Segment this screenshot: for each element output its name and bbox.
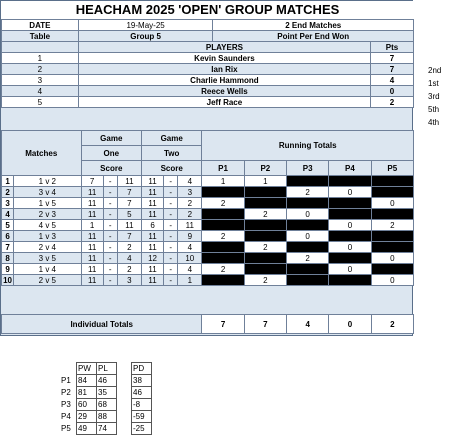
player-name[interactable]: Reece Wells bbox=[78, 86, 370, 97]
summary-pl[interactable]: 35 bbox=[97, 387, 117, 399]
match-row bbox=[2, 198, 414, 209]
game-two-score-b[interactable]: 10 bbox=[178, 253, 202, 264]
game-one-score-b[interactable]: 11 bbox=[117, 220, 141, 231]
match-number[interactable]: 7 bbox=[2, 242, 14, 253]
match-pairing[interactable]: 2 v 3 bbox=[14, 209, 81, 220]
game-two-score-b[interactable]: 2 bbox=[178, 209, 202, 220]
running-total-cell[interactable]: 2 bbox=[287, 187, 329, 198]
game-two-header-2[interactable]: Two bbox=[141, 146, 201, 161]
running-total-cell[interactable]: 2 bbox=[202, 231, 244, 242]
running-total-cell[interactable] bbox=[202, 253, 244, 264]
score-dash[interactable]: - bbox=[164, 231, 178, 242]
match-pairing[interactable]: 1 v 3 bbox=[14, 231, 81, 242]
running-total-cell[interactable] bbox=[371, 231, 413, 242]
running-total-cell[interactable] bbox=[287, 242, 329, 253]
score-dash[interactable]: - bbox=[103, 275, 117, 286]
date-value[interactable]: 19-May-25 bbox=[78, 20, 213, 31]
score-dash[interactable]: - bbox=[103, 176, 117, 187]
game-one-score-a[interactable]: 11 bbox=[81, 209, 103, 220]
game-two-score-a[interactable]: 11 bbox=[141, 264, 163, 275]
game-one-score-b[interactable]: 4 bbox=[117, 253, 141, 264]
table-label[interactable]: Table bbox=[2, 31, 79, 42]
running-total-cell[interactable] bbox=[202, 220, 244, 231]
score-dash[interactable]: - bbox=[164, 275, 178, 286]
summary-pl[interactable]: 74 bbox=[97, 423, 117, 435]
match-pairing[interactable]: 3 v 4 bbox=[14, 187, 81, 198]
summary-pd[interactable]: 46 bbox=[132, 387, 152, 399]
placings-column bbox=[428, 64, 441, 129]
summary-pl[interactable]: 88 bbox=[97, 411, 117, 423]
blank-cell[interactable] bbox=[2, 42, 79, 53]
sheet-title: HEACHAM 2025 'OPEN' GROUP MATCHES bbox=[1, 1, 414, 20]
running-total-cell[interactable] bbox=[244, 231, 286, 242]
match-row bbox=[2, 242, 414, 253]
running-total-cell[interactable]: 0 bbox=[329, 264, 371, 275]
summary-gap bbox=[117, 423, 132, 435]
running-total-cell[interactable] bbox=[202, 242, 244, 253]
running-total-cell[interactable]: 2 bbox=[244, 209, 286, 220]
pd-header[interactable]: PD bbox=[132, 363, 152, 375]
player-pts[interactable]: 7 bbox=[371, 64, 414, 75]
summary-gap bbox=[117, 411, 132, 423]
score-dash[interactable]: - bbox=[164, 209, 178, 220]
summary-player[interactable]: P2 bbox=[61, 388, 71, 397]
game-one-score-b[interactable]: 2 bbox=[117, 264, 141, 275]
total-cell[interactable]: 7 bbox=[202, 315, 244, 334]
game-one-score-a[interactable]: 11 bbox=[81, 231, 103, 242]
totals-table bbox=[1, 314, 414, 334]
placing-label[interactable]: 5th bbox=[428, 105, 440, 114]
score-dash[interactable]: - bbox=[103, 220, 117, 231]
match-row bbox=[2, 231, 414, 242]
running-total-cell[interactable] bbox=[244, 220, 286, 231]
player-num[interactable]: 2 bbox=[2, 64, 79, 75]
match-number[interactable]: 1 bbox=[2, 176, 14, 187]
pl-header[interactable]: PL bbox=[97, 363, 117, 375]
game-two-header[interactable]: Game bbox=[141, 131, 201, 146]
summary-pw[interactable]: 81 bbox=[77, 387, 97, 399]
running-total-cell[interactable] bbox=[329, 176, 371, 187]
running-total-cell[interactable] bbox=[329, 198, 371, 209]
match-pairing[interactable]: 1 v 2 bbox=[14, 176, 81, 187]
summary-gap bbox=[117, 375, 132, 387]
matches-header[interactable]: Matches bbox=[2, 131, 82, 176]
summary-gap bbox=[117, 399, 132, 411]
game-one-header-2[interactable]: One bbox=[81, 146, 141, 161]
total-cell[interactable]: 4 bbox=[287, 315, 329, 334]
running-total-cell[interactable] bbox=[287, 176, 329, 187]
game-two-score-b[interactable]: 1 bbox=[178, 275, 202, 286]
summary-pd[interactable]: 38 bbox=[132, 375, 152, 387]
running-total-cell[interactable] bbox=[329, 209, 371, 220]
running-total-cell[interactable]: 2 bbox=[287, 253, 329, 264]
score-dash[interactable]: - bbox=[164, 264, 178, 275]
placing-label[interactable]: 2nd bbox=[428, 66, 442, 75]
game-one-score-a[interactable]: 11 bbox=[81, 242, 103, 253]
summary-row bbox=[60, 375, 152, 387]
player-name[interactable]: Charlie Hammond bbox=[78, 75, 370, 86]
game-one-score-a[interactable]: 1 bbox=[81, 220, 103, 231]
summary-pd[interactable]: -8 bbox=[132, 399, 152, 411]
game-one-score-a[interactable]: 11 bbox=[81, 275, 103, 286]
total-cell[interactable]: 0 bbox=[329, 315, 371, 334]
match-number[interactable]: 4 bbox=[2, 209, 14, 220]
match-row bbox=[2, 187, 414, 198]
summary-gap bbox=[117, 387, 132, 399]
score-dash[interactable]: - bbox=[164, 187, 178, 198]
match-number[interactable]: 10 bbox=[3, 275, 12, 285]
score-dash[interactable]: - bbox=[164, 220, 178, 231]
running-total-cell[interactable]: 2 bbox=[202, 264, 244, 275]
summary-row bbox=[60, 387, 152, 399]
p4-header[interactable]: P4 bbox=[329, 161, 371, 176]
match-row bbox=[2, 220, 414, 231]
running-total-cell[interactable] bbox=[371, 176, 413, 187]
summary-gap bbox=[117, 363, 132, 375]
match-row bbox=[2, 275, 414, 286]
player-pts[interactable]: 7 bbox=[371, 53, 414, 64]
match-pairing[interactable]: 3 v 5 bbox=[14, 253, 81, 264]
running-total-cell[interactable] bbox=[202, 275, 244, 286]
score-dash[interactable]: - bbox=[103, 264, 117, 275]
running-total-cell[interactable]: 2 bbox=[202, 198, 244, 209]
summary-row bbox=[60, 423, 152, 435]
score-dash[interactable]: - bbox=[103, 242, 117, 253]
running-total-cell[interactable] bbox=[371, 187, 413, 198]
summary-pw[interactable]: 49 bbox=[77, 423, 97, 435]
game-two-score-a[interactable]: 11 bbox=[141, 209, 163, 220]
game-two-score-b[interactable]: 4 bbox=[178, 176, 202, 187]
summary-player[interactable]: P1 bbox=[61, 376, 71, 385]
summary-pl[interactable]: 68 bbox=[97, 399, 117, 411]
group-value[interactable]: Group 5 bbox=[78, 31, 213, 42]
match-pairing[interactable]: 4 v 5 bbox=[14, 220, 81, 231]
running-total-cell[interactable] bbox=[244, 187, 286, 198]
running-total-cell[interactable] bbox=[202, 209, 244, 220]
p1-header[interactable]: P1 bbox=[202, 161, 244, 176]
summary-row bbox=[60, 411, 152, 423]
running-total-cell[interactable] bbox=[244, 198, 286, 209]
game-two-score-b[interactable]: 11 bbox=[178, 220, 202, 231]
game-two-score-b[interactable]: 4 bbox=[178, 264, 202, 275]
p2-header[interactable]: P2 bbox=[244, 161, 286, 176]
summary-pw[interactable]: 29 bbox=[77, 411, 97, 423]
game-one-score-b[interactable]: 7 bbox=[117, 187, 141, 198]
match-row bbox=[2, 253, 414, 264]
player-name[interactable]: Kevin Saunders bbox=[78, 53, 370, 64]
match-number[interactable]: 2 bbox=[2, 187, 14, 198]
match-row bbox=[2, 209, 414, 220]
scoring-value[interactable]: Point Per End Won bbox=[213, 31, 414, 42]
player-num[interactable]: 4 bbox=[2, 86, 79, 97]
placing-label[interactable]: 3rd bbox=[428, 92, 440, 101]
running-total-cell[interactable]: 0 bbox=[329, 187, 371, 198]
running-total-cell[interactable] bbox=[202, 187, 244, 198]
game-two-score-a[interactable]: 11 bbox=[141, 275, 163, 286]
game-two-score-b[interactable]: 4 bbox=[178, 242, 202, 253]
player-num[interactable]: 3 bbox=[2, 75, 79, 86]
game-one-score-b[interactable]: 11 bbox=[117, 176, 141, 187]
player-name[interactable]: Jeff Race bbox=[78, 97, 370, 108]
placing-label[interactable]: 1st bbox=[428, 79, 439, 88]
individual-totals-label[interactable]: Individual Totals bbox=[2, 315, 202, 334]
game-two-score-b[interactable]: 9 bbox=[178, 231, 202, 242]
game-one-score-b[interactable]: 2 bbox=[117, 242, 141, 253]
summary-pw[interactable]: 60 bbox=[77, 399, 97, 411]
player-num[interactable]: 1 bbox=[2, 53, 79, 64]
score-dash[interactable]: - bbox=[103, 231, 117, 242]
running-total-cell[interactable] bbox=[329, 231, 371, 242]
info-table bbox=[1, 19, 414, 108]
game-one-score-a[interactable]: 7 bbox=[81, 176, 103, 187]
running-total-cell[interactable] bbox=[329, 275, 371, 286]
score-dash[interactable]: - bbox=[103, 253, 117, 264]
match-number[interactable]: 6 bbox=[2, 231, 14, 242]
game-one-score-b[interactable]: 5 bbox=[117, 209, 141, 220]
summary-pd[interactable]: -25 bbox=[132, 423, 152, 435]
summary-row bbox=[60, 399, 152, 411]
running-total-cell[interactable] bbox=[244, 264, 286, 275]
players-header[interactable]: PLAYERS bbox=[78, 42, 370, 53]
format-value[interactable]: 2 End Matches bbox=[213, 20, 414, 31]
match-number[interactable]: 5 bbox=[2, 220, 14, 231]
game-two-score-a[interactable]: 6 bbox=[141, 220, 163, 231]
running-total-cell[interactable]: 0 bbox=[371, 253, 413, 264]
game-two-score-b[interactable]: 2 bbox=[178, 198, 202, 209]
game-one-header-3[interactable]: Score bbox=[81, 161, 141, 176]
match-number[interactable]: 3 bbox=[2, 198, 14, 209]
running-total-cell[interactable]: 1 bbox=[244, 176, 286, 187]
matches-table bbox=[1, 130, 414, 286]
match-pairing[interactable]: 2 v 5 bbox=[14, 275, 81, 286]
running-total-cell[interactable] bbox=[287, 198, 329, 209]
match-row bbox=[2, 176, 414, 187]
pw-header[interactable]: PW bbox=[77, 363, 97, 375]
game-two-score-a[interactable]: 11 bbox=[141, 198, 163, 209]
p3-header[interactable]: P3 bbox=[287, 161, 329, 176]
game-one-header[interactable]: Game bbox=[81, 131, 141, 146]
game-two-header-3[interactable]: Score bbox=[141, 161, 201, 176]
running-total-cell[interactable]: 2 bbox=[244, 275, 286, 286]
game-one-score-a[interactable]: 11 bbox=[81, 187, 103, 198]
game-two-score-a[interactable]: 11 bbox=[141, 187, 163, 198]
summary-corner bbox=[60, 363, 77, 375]
total-cell[interactable]: 7 bbox=[244, 315, 286, 334]
match-number[interactable]: 9 bbox=[2, 264, 14, 275]
game-two-score-a[interactable]: 11 bbox=[141, 242, 163, 253]
summary-player[interactable]: P3 bbox=[61, 400, 71, 409]
game-two-score-b[interactable]: 3 bbox=[178, 187, 202, 198]
running-total-cell[interactable] bbox=[287, 220, 329, 231]
game-one-score-b[interactable]: 7 bbox=[117, 198, 141, 209]
running-total-cell[interactable]: 0 bbox=[371, 198, 413, 209]
game-two-score-a[interactable]: 11 bbox=[141, 176, 163, 187]
pts-header[interactable]: Pts bbox=[371, 42, 414, 53]
running-total-cell[interactable] bbox=[371, 209, 413, 220]
running-total-cell[interactable]: 2 bbox=[244, 242, 286, 253]
running-total-cell[interactable]: 0 bbox=[287, 209, 329, 220]
player-name[interactable]: Ian Rix bbox=[78, 64, 370, 75]
score-dash[interactable]: - bbox=[164, 242, 178, 253]
summary-pw[interactable]: 84 bbox=[77, 375, 97, 387]
running-total-cell[interactable] bbox=[287, 275, 329, 286]
player-pts[interactable]: 2 bbox=[371, 97, 414, 108]
score-dash[interactable]: - bbox=[164, 198, 178, 209]
summary-player[interactable]: P5 bbox=[61, 424, 71, 433]
game-one-score-b[interactable]: 7 bbox=[117, 231, 141, 242]
summary-player[interactable]: P4 bbox=[61, 412, 71, 421]
game-two-score-a[interactable]: 12 bbox=[141, 253, 163, 264]
game-two-score-a[interactable]: 11 bbox=[141, 231, 163, 242]
match-number[interactable]: 8 bbox=[2, 253, 14, 264]
placing-label[interactable]: 4th bbox=[428, 118, 440, 127]
player-pts[interactable]: 4 bbox=[371, 75, 414, 86]
running-total-cell[interactable]: 1 bbox=[202, 176, 244, 187]
game-one-score-b[interactable]: 3 bbox=[117, 275, 141, 286]
running-total-cell[interactable]: 0 bbox=[371, 275, 413, 286]
summary-pd[interactable]: -59 bbox=[132, 411, 152, 423]
running-total-cell[interactable] bbox=[287, 264, 329, 275]
running-total-cell[interactable]: 0 bbox=[329, 220, 371, 231]
score-dash[interactable]: - bbox=[164, 176, 178, 187]
match-pairing[interactable]: 1 v 4 bbox=[14, 264, 81, 275]
match-pairing[interactable]: 2 v 4 bbox=[14, 242, 81, 253]
running-totals-header[interactable]: Running Totals bbox=[202, 131, 414, 161]
match-row bbox=[2, 264, 414, 275]
game-one-score-a[interactable]: 11 bbox=[81, 264, 103, 275]
score-dash[interactable]: - bbox=[103, 209, 117, 220]
running-total-cell[interactable] bbox=[371, 242, 413, 253]
score-dash[interactable]: - bbox=[103, 198, 117, 209]
running-total-cell[interactable] bbox=[371, 264, 413, 275]
score-dash[interactable]: - bbox=[164, 253, 178, 264]
running-total-cell[interactable] bbox=[244, 253, 286, 264]
player-num[interactable]: 5 bbox=[2, 97, 79, 108]
p5-header[interactable]: P5 bbox=[371, 161, 413, 176]
running-total-cell[interactable]: 0 bbox=[287, 231, 329, 242]
game-one-score-a[interactable]: 11 bbox=[81, 198, 103, 209]
summary-table bbox=[60, 362, 152, 435]
running-total-cell[interactable]: 0 bbox=[329, 242, 371, 253]
player-pts[interactable]: 0 bbox=[371, 86, 414, 97]
summary-pl[interactable]: 46 bbox=[97, 375, 117, 387]
score-dash[interactable]: - bbox=[103, 187, 117, 198]
match-pairing[interactable]: 1 v 5 bbox=[14, 198, 81, 209]
running-total-cell[interactable]: 2 bbox=[371, 220, 413, 231]
running-total-cell[interactable] bbox=[329, 253, 371, 264]
game-one-score-a[interactable]: 11 bbox=[81, 253, 103, 264]
total-cell[interactable]: 2 bbox=[371, 315, 413, 334]
date-label[interactable]: DATE bbox=[2, 20, 79, 31]
